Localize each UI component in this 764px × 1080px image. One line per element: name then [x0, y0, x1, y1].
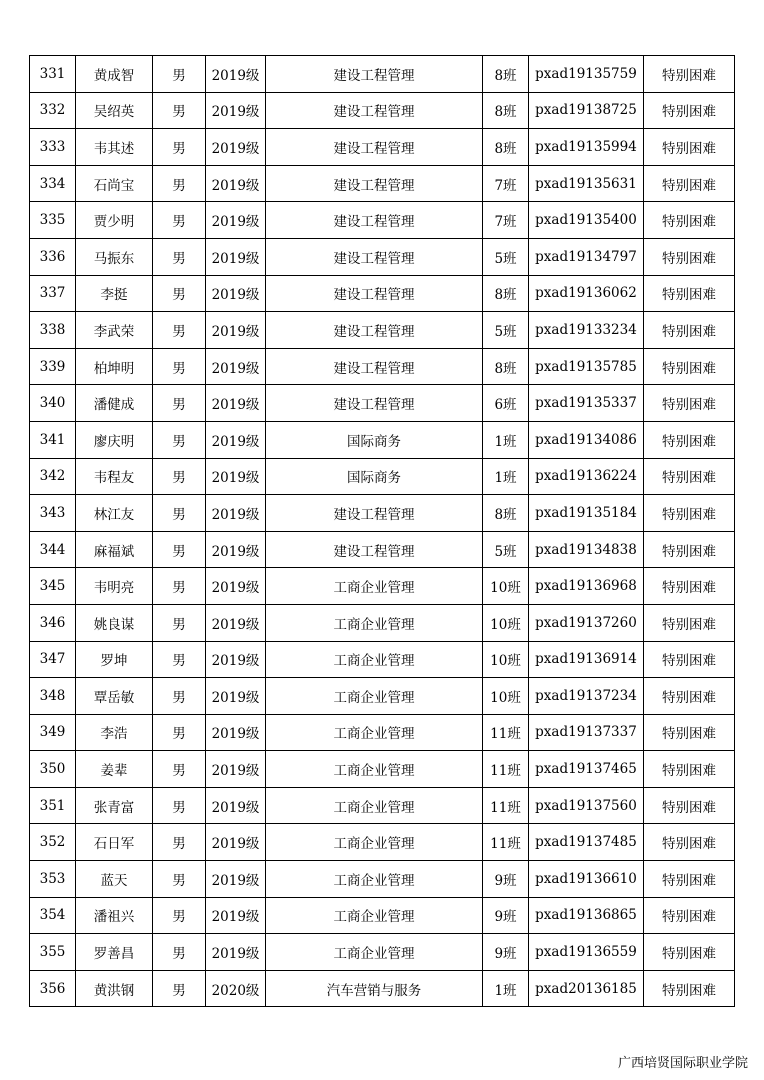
cell-grade: 2020级 — [206, 970, 266, 1007]
cell-number: 342 — [30, 458, 76, 495]
cell-number: 343 — [30, 495, 76, 532]
cell-status: 特别困难 — [644, 531, 735, 568]
cell-class: 11班 — [483, 824, 529, 861]
cell-gender: 男 — [153, 604, 206, 641]
cell-status: 特别困难 — [644, 714, 735, 751]
cell-gender: 男 — [153, 531, 206, 568]
cell-class: 10班 — [483, 641, 529, 678]
cell-major: 工商企业管理 — [266, 934, 483, 971]
cell-name: 林江友 — [76, 495, 153, 532]
cell-status: 特别困难 — [644, 495, 735, 532]
cell-class: 8班 — [483, 92, 529, 129]
cell-grade: 2019级 — [206, 312, 266, 349]
cell-student-id: pxad19138725 — [529, 92, 644, 129]
table-row — [30, 531, 735, 568]
cell-name: 黄洪钢 — [76, 970, 153, 1007]
cell-status: 特别困难 — [644, 165, 735, 202]
cell-gender: 男 — [153, 458, 206, 495]
table-row — [30, 129, 735, 166]
cell-major: 建设工程管理 — [266, 92, 483, 129]
cell-grade: 2019级 — [206, 56, 266, 93]
cell-student-id: pxad19134086 — [529, 421, 644, 458]
cell-gender: 男 — [153, 56, 206, 93]
table-row — [30, 678, 735, 715]
cell-major: 工商企业管理 — [266, 751, 483, 788]
cell-gender: 男 — [153, 165, 206, 202]
cell-status: 特别困难 — [644, 787, 735, 824]
cell-grade: 2019级 — [206, 787, 266, 824]
cell-grade: 2019级 — [206, 275, 266, 312]
cell-grade: 2019级 — [206, 348, 266, 385]
cell-student-id: pxad19137234 — [529, 678, 644, 715]
table-row — [30, 238, 735, 275]
cell-gender: 男 — [153, 129, 206, 166]
cell-grade: 2019级 — [206, 751, 266, 788]
cell-grade: 2019级 — [206, 641, 266, 678]
table-row — [30, 604, 735, 641]
cell-status: 特别困难 — [644, 934, 735, 971]
table-row — [30, 421, 735, 458]
table-row — [30, 787, 735, 824]
footer-institution: 广西培贤国际职业学院 — [617, 1056, 748, 1071]
cell-student-id: pxad19135785 — [529, 348, 644, 385]
cell-name: 麻福斌 — [76, 531, 153, 568]
cell-gender: 男 — [153, 824, 206, 861]
cell-gender: 男 — [153, 970, 206, 1007]
cell-major: 工商企业管理 — [266, 678, 483, 715]
cell-student-id: pxad19135184 — [529, 495, 644, 532]
cell-status: 特别困难 — [644, 897, 735, 934]
table-row — [30, 568, 735, 605]
cell-status: 特别困难 — [644, 970, 735, 1007]
cell-status: 特别困难 — [644, 92, 735, 129]
cell-status: 特别困难 — [644, 568, 735, 605]
cell-major: 工商企业管理 — [266, 641, 483, 678]
cell-gender: 男 — [153, 495, 206, 532]
cell-name: 廖庆明 — [76, 421, 153, 458]
cell-class: 5班 — [483, 531, 529, 568]
table-row — [30, 861, 735, 898]
cell-name: 覃岳敏 — [76, 678, 153, 715]
cell-student-id: pxad19137337 — [529, 714, 644, 751]
cell-name: 姚良谋 — [76, 604, 153, 641]
cell-status: 特别困难 — [644, 824, 735, 861]
cell-name: 潘健成 — [76, 385, 153, 422]
cell-major: 建设工程管理 — [266, 165, 483, 202]
cell-gender: 男 — [153, 641, 206, 678]
cell-grade: 2019级 — [206, 714, 266, 751]
cell-number: 351 — [30, 787, 76, 824]
cell-number: 355 — [30, 934, 76, 971]
cell-status: 特别困难 — [644, 275, 735, 312]
cell-class: 5班 — [483, 238, 529, 275]
cell-class: 11班 — [483, 787, 529, 824]
cell-major: 建设工程管理 — [266, 348, 483, 385]
table-row — [30, 897, 735, 934]
cell-number: 353 — [30, 861, 76, 898]
cell-number: 334 — [30, 165, 76, 202]
cell-student-id: pxad19135759 — [529, 56, 644, 93]
cell-class: 11班 — [483, 714, 529, 751]
cell-major: 建设工程管理 — [266, 385, 483, 422]
cell-class: 1班 — [483, 458, 529, 495]
cell-major: 建设工程管理 — [266, 129, 483, 166]
table-row — [30, 92, 735, 129]
cell-status: 特别困难 — [644, 751, 735, 788]
cell-gender: 男 — [153, 861, 206, 898]
table-row — [30, 202, 735, 239]
cell-name: 贾少明 — [76, 202, 153, 239]
table-row — [30, 165, 735, 202]
cell-major: 国际商务 — [266, 458, 483, 495]
cell-class: 9班 — [483, 934, 529, 971]
cell-grade: 2019级 — [206, 202, 266, 239]
cell-name: 罗坤 — [76, 641, 153, 678]
cell-student-id: pxad19137465 — [529, 751, 644, 788]
cell-status: 特别困难 — [644, 238, 735, 275]
cell-gender: 男 — [153, 275, 206, 312]
cell-number: 340 — [30, 385, 76, 422]
cell-class: 8班 — [483, 56, 529, 93]
cell-student-id: pxad19136610 — [529, 861, 644, 898]
cell-class: 5班 — [483, 312, 529, 349]
cell-number: 356 — [30, 970, 76, 1007]
table-row — [30, 56, 735, 93]
cell-status: 特别困难 — [644, 861, 735, 898]
cell-major: 工商企业管理 — [266, 568, 483, 605]
cell-name: 柏坤明 — [76, 348, 153, 385]
cell-name: 石日军 — [76, 824, 153, 861]
cell-status: 特别困难 — [644, 421, 735, 458]
cell-number: 332 — [30, 92, 76, 129]
cell-status: 特别困难 — [644, 56, 735, 93]
cell-gender: 男 — [153, 897, 206, 934]
cell-major: 建设工程管理 — [266, 495, 483, 532]
cell-name: 潘祖兴 — [76, 897, 153, 934]
cell-grade: 2019级 — [206, 861, 266, 898]
cell-gender: 男 — [153, 348, 206, 385]
cell-name: 姜辈 — [76, 751, 153, 788]
cell-class: 8班 — [483, 348, 529, 385]
cell-major: 工商企业管理 — [266, 897, 483, 934]
cell-grade: 2019级 — [206, 934, 266, 971]
cell-student-id: pxad19136224 — [529, 458, 644, 495]
cell-student-id: pxad19136559 — [529, 934, 644, 971]
table-row — [30, 385, 735, 422]
cell-major: 工商企业管理 — [266, 604, 483, 641]
cell-major: 建设工程管理 — [266, 202, 483, 239]
cell-name: 李挺 — [76, 275, 153, 312]
cell-number: 354 — [30, 897, 76, 934]
cell-grade: 2019级 — [206, 568, 266, 605]
cell-gender: 男 — [153, 568, 206, 605]
cell-grade: 2019级 — [206, 604, 266, 641]
cell-number: 336 — [30, 238, 76, 275]
cell-grade: 2019级 — [206, 495, 266, 532]
cell-name: 吴绍英 — [76, 92, 153, 129]
cell-class: 10班 — [483, 604, 529, 641]
cell-status: 特别困难 — [644, 129, 735, 166]
cell-number: 348 — [30, 678, 76, 715]
cell-student-id: pxad19134797 — [529, 238, 644, 275]
cell-number: 347 — [30, 641, 76, 678]
cell-class: 8班 — [483, 495, 529, 532]
cell-number: 344 — [30, 531, 76, 568]
cell-grade: 2019级 — [206, 92, 266, 129]
cell-grade: 2019级 — [206, 385, 266, 422]
cell-name: 马振东 — [76, 238, 153, 275]
table-row — [30, 275, 735, 312]
cell-name: 李浩 — [76, 714, 153, 751]
cell-number: 349 — [30, 714, 76, 751]
cell-major: 国际商务 — [266, 421, 483, 458]
table-row — [30, 751, 735, 788]
cell-status: 特别困难 — [644, 312, 735, 349]
cell-student-id: pxad19136968 — [529, 568, 644, 605]
cell-class: 9班 — [483, 861, 529, 898]
cell-student-id: pxad19135337 — [529, 385, 644, 422]
cell-student-id: pxad19135400 — [529, 202, 644, 239]
cell-class: 11班 — [483, 751, 529, 788]
table-row — [30, 970, 735, 1007]
cell-student-id: pxad19137560 — [529, 787, 644, 824]
cell-status: 特别困难 — [644, 202, 735, 239]
table-row — [30, 348, 735, 385]
cell-number: 335 — [30, 202, 76, 239]
cell-status: 特别困难 — [644, 641, 735, 678]
cell-number: 341 — [30, 421, 76, 458]
cell-major: 工商企业管理 — [266, 824, 483, 861]
cell-class: 6班 — [483, 385, 529, 422]
cell-gender: 男 — [153, 714, 206, 751]
cell-student-id: pxad19137485 — [529, 824, 644, 861]
cell-major: 汽车营销与服务 — [266, 970, 483, 1007]
cell-student-id: pxad19134838 — [529, 531, 644, 568]
table-row — [30, 458, 735, 495]
cell-name: 石尚宝 — [76, 165, 153, 202]
cell-student-id: pxad19133234 — [529, 312, 644, 349]
table-body — [30, 56, 735, 1007]
cell-grade: 2019级 — [206, 824, 266, 861]
cell-name: 李武荣 — [76, 312, 153, 349]
cell-status: 特别困难 — [644, 385, 735, 422]
cell-major: 建设工程管理 — [266, 238, 483, 275]
cell-name: 罗善昌 — [76, 934, 153, 971]
cell-grade: 2019级 — [206, 678, 266, 715]
cell-grade: 2019级 — [206, 129, 266, 166]
cell-class: 9班 — [483, 897, 529, 934]
cell-major: 建设工程管理 — [266, 531, 483, 568]
cell-student-id: pxad19135994 — [529, 129, 644, 166]
cell-name: 黄成智 — [76, 56, 153, 93]
cell-major: 建设工程管理 — [266, 312, 483, 349]
cell-number: 350 — [30, 751, 76, 788]
cell-major: 建设工程管理 — [266, 56, 483, 93]
cell-grade: 2019级 — [206, 458, 266, 495]
cell-name: 韦明亮 — [76, 568, 153, 605]
cell-gender: 男 — [153, 421, 206, 458]
cell-number: 352 — [30, 824, 76, 861]
cell-number: 333 — [30, 129, 76, 166]
cell-grade: 2019级 — [206, 238, 266, 275]
cell-gender: 男 — [153, 385, 206, 422]
cell-class: 1班 — [483, 970, 529, 1007]
cell-number: 337 — [30, 275, 76, 312]
cell-class: 10班 — [483, 678, 529, 715]
table-row — [30, 714, 735, 751]
table-row — [30, 495, 735, 532]
cell-gender: 男 — [153, 238, 206, 275]
cell-class: 8班 — [483, 129, 529, 166]
cell-number: 339 — [30, 348, 76, 385]
cell-number: 345 — [30, 568, 76, 605]
cell-name: 蓝天 — [76, 861, 153, 898]
cell-class: 1班 — [483, 421, 529, 458]
cell-gender: 男 — [153, 202, 206, 239]
cell-gender: 男 — [153, 92, 206, 129]
cell-student-id: pxad19137260 — [529, 604, 644, 641]
cell-gender: 男 — [153, 312, 206, 349]
table-row — [30, 934, 735, 971]
cell-grade: 2019级 — [206, 531, 266, 568]
cell-student-id: pxad19135631 — [529, 165, 644, 202]
cell-number: 338 — [30, 312, 76, 349]
cell-status: 特别困难 — [644, 348, 735, 385]
cell-name: 韦程友 — [76, 458, 153, 495]
cell-student-id: pxad20136185 — [529, 970, 644, 1007]
cell-gender: 男 — [153, 678, 206, 715]
cell-class: 8班 — [483, 275, 529, 312]
cell-gender: 男 — [153, 751, 206, 788]
cell-grade: 2019级 — [206, 897, 266, 934]
cell-class: 10班 — [483, 568, 529, 605]
cell-grade: 2019级 — [206, 421, 266, 458]
cell-major: 建设工程管理 — [266, 275, 483, 312]
cell-class: 7班 — [483, 202, 529, 239]
cell-status: 特别困难 — [644, 604, 735, 641]
cell-number: 346 — [30, 604, 76, 641]
cell-name: 韦其述 — [76, 129, 153, 166]
cell-status: 特别困难 — [644, 678, 735, 715]
cell-grade: 2019级 — [206, 165, 266, 202]
cell-major: 工商企业管理 — [266, 714, 483, 751]
cell-gender: 男 — [153, 787, 206, 824]
student-table — [29, 55, 735, 1007]
table-row — [30, 312, 735, 349]
cell-class: 7班 — [483, 165, 529, 202]
cell-major: 工商企业管理 — [266, 861, 483, 898]
cell-status: 特别困难 — [644, 458, 735, 495]
table-row — [30, 641, 735, 678]
cell-name: 张青富 — [76, 787, 153, 824]
cell-student-id: pxad19136865 — [529, 897, 644, 934]
cell-student-id: pxad19136914 — [529, 641, 644, 678]
cell-gender: 男 — [153, 934, 206, 971]
table-row — [30, 824, 735, 861]
cell-student-id: pxad19136062 — [529, 275, 644, 312]
cell-number: 331 — [30, 56, 76, 93]
cell-major: 工商企业管理 — [266, 787, 483, 824]
student-table-container — [29, 55, 734, 1007]
